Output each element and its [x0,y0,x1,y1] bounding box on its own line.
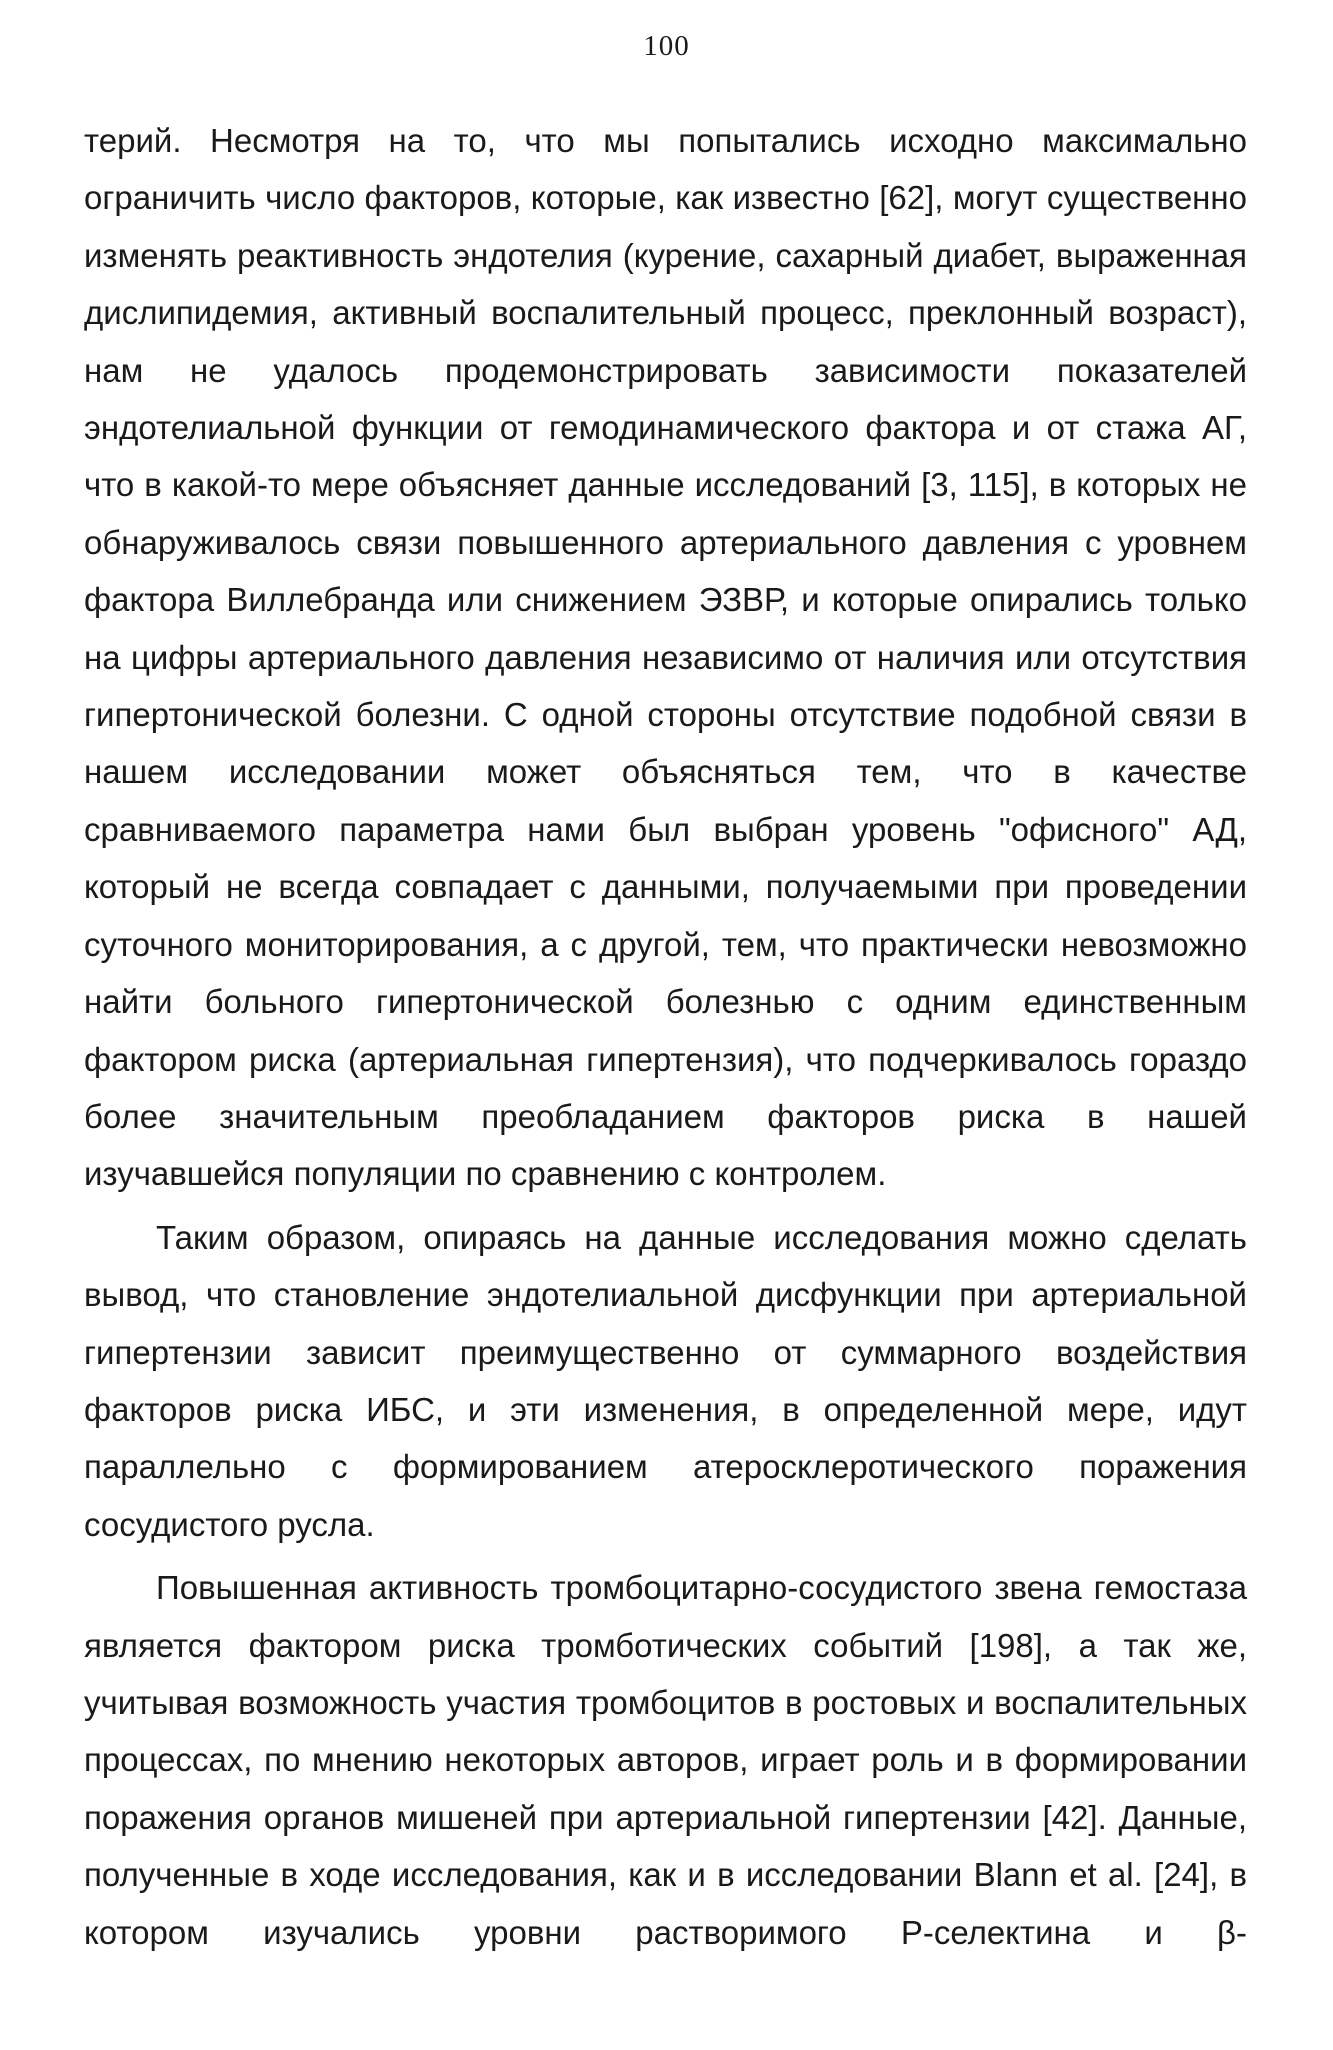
paragraph-2: Таким образом, опираясь на данные исследования можно сделать вывод, что становление эндотелиальной дисфункции при артериальной гипертензии зависит преимущественно от суммарного воздействия факторов риска ИБС, и эти изменения, в определенной мере, идут параллельно с формированием атеросклеротического поражения сосудистого русла. [84,1218,1247,1543]
paragraph-3: Повышенная активность тромбоцитарно-сосудистого звена гемостаза является фактором риска тромботических событий [198], а так же, учитывая возможность участия тромбоцитов в ростовых и воспалительных процессах, по мнению некоторых авторов, играет роль и в формировании поражения органов мишеней при артериальной гипертензии [42]. Данные, полученные в ходе исследования, как и в исследовании Blann et al. [24], в котором изучались уровни растворимого Р-селектина и β- [84,1569,1247,1951]
body-text [84,112,1247,1961]
page-number: 100 [643,30,690,62]
paragraph-1: терий. Несмотря на то, что мы попытались исходно максимально ограничить число факторов, которые, как известно [62], могут существенно изменять реактивность эндотелия (курение, сахарный диабет, выраженная дислипидемия, активный воспалительный процесс, преклонный возраст), нам не удалось продемонстрировать зависимости показателей эндотелиальной функции от гемодинамического фактора и от стажа АГ, что в какой-то мере объясняет данные исследований [3, 115], в которых не обнаруживалось связи повышенного артериального давления с уровнем фактора Виллебранда или снижением ЭЗВР, и которые опирались только на цифры артериального давления независимо от наличия или отсутствия гипертонической болезни. С одной стороны отсутствие подобной связи в нашем исследовании может объясняться тем, что в качестве сравниваемого параметра нами был выбран уровень "офисного" АД, который не всегда совпадает с данными, получаемыми при проведении суточного мониторирования, а с другой, тем, что практически невозможно найти больного гипертонической болезнью с одним единственным фактором риска (артериальная гипертензия), что подчеркивалось гораздо более значительным преобладанием факторов риска в нашей изучавшейся популяции по сравнению с контролем. [84,122,1247,1193]
